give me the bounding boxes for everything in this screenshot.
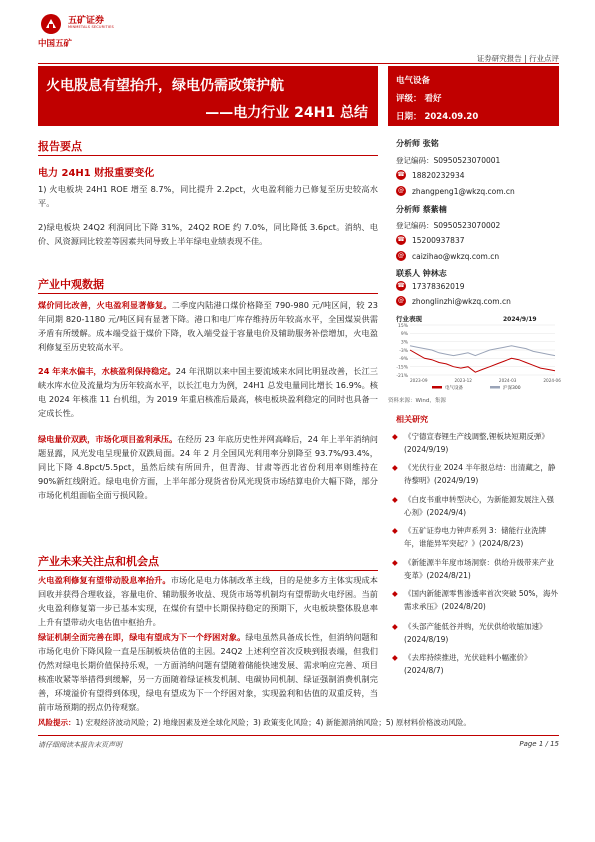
chart-x-tick-label: 2024-03 (498, 378, 517, 383)
rating-label: 评级： 看好 (396, 94, 442, 104)
bullet-icon: ◆ (392, 526, 398, 535)
brokerage-english-name: MINMETALS SECURITIES (68, 25, 114, 29)
section-heading-future: 产业未来关注点和机会点 (38, 555, 159, 568)
email-icon: @ (398, 187, 404, 194)
analyst-2-name: 分析师 蔡紫楠 (396, 205, 447, 214)
summary-point-1: 1) 火电板块 24H1 ROE 增至 8.7%，同比提升 2.2pct，火电盈利能力已修复至历史较高水平。 (38, 184, 378, 209)
section-divider (38, 155, 378, 156)
chart-x-tick-label: 2023-09 (410, 378, 428, 383)
email-icon: @ (398, 252, 404, 259)
rating-info-box (388, 66, 559, 126)
related-item[interactable]: ◆ 《五矿证券电力钟声系列 3：储能行业洗牌年，谁能异军突起？》(2024/8/23) (392, 526, 547, 549)
chart-legend-label: 沪深300 (503, 386, 521, 391)
related-item[interactable]: ◆ 《新能源半年度市场洞察：供给升级带来产业变革》(2024/8/21) (392, 558, 554, 581)
related-research-title: 相关研究 (396, 415, 428, 424)
chart-y-tick-label: 3% (400, 340, 408, 346)
chart-source: 资料来源：Wind，集源 (388, 398, 446, 404)
report-title: 火电股息有望抬升，绿电仍需政策护航 (46, 78, 284, 94)
chart-y-tick-label: 9% (400, 332, 408, 338)
analyst-1-name: 分析师 张铭 (396, 139, 439, 148)
future-paragraph-2: 绿证机制全面完善在即，绿电有望成为下一个纾困对象。绿电虽然具备成长性，但消纳问题和市场化电价下降风险一直是压制板块估值的主因。24Q2 上述利空首次反映到报表端，但我们仍然对绿电长期价值保持乐观，一方面消纳问题有望随着储能快速发展、需求响应完善、项目核准收紧等举措得到缓解，另一方面随着绿证核发机制、电碳协同机制、绿证强制消费机制完善，环境溢价有望得到体现，绿电有望成为下一个纾困对象，实现盈利和估值的双重反转，当前市场预期的拐点仍待观察。 (38, 632, 378, 713)
company-name: 中国五矿 (38, 39, 73, 49)
risk-warning: 风险提示：1) 宏观经济波动风险；2) 地缘因素及逆全球化风险；3) 政策变化风险；4) 新能源消纳风险；5) 原材料价格波动风险。 (38, 718, 471, 727)
industry-performance-chart (388, 313, 559, 393)
related-item[interactable]: ◆ 《光伏行业 2024 半年报总结：出清藏之，静待黎明》(2024/9/19) (392, 463, 556, 486)
footer-divider (38, 735, 559, 736)
industry-performance-chart-svg (388, 313, 559, 393)
date-label: 日期： 2024.09.20 (396, 112, 479, 122)
phone-icon: ☎ (397, 282, 405, 289)
section-divider (38, 293, 378, 294)
header-divider (38, 63, 559, 64)
analyst-2-email[interactable]: caizihao@wkzq.com.cn (412, 252, 500, 261)
bullet-icon: ◆ (392, 653, 398, 662)
brokerage-name: 五矿证券 (68, 16, 105, 26)
report-type: 证券研究报告 | 行业点评 (476, 54, 559, 63)
chart-legend-label: 电气设备 (445, 386, 463, 391)
chart-title: 行业表现 (396, 315, 422, 323)
related-item[interactable]: ◆ 《国内新能源零售渗透率首次突破 50%，海外需求承压》(2024/8/20) (392, 589, 559, 612)
chart-y-tick-label: -15% (396, 365, 408, 371)
bullet-icon: ◆ (392, 495, 398, 504)
chart-legend-swatch (490, 386, 500, 389)
bullet-icon: ◆ (392, 622, 398, 631)
industry-paragraph-2: 24 年来水偏丰，水核盈利保持稳定。24 年汛期以来中国主要流域来水同比明显改善，长江三峡水库水位及流量均为历年较高水平，以长江电力为例，24H1 总发电量同比增长 16.9%。核电 2024 年核准 11 台机组，为 2019 年重启核准后最高，核电板块盈利稳定的同时也具备一定成长性。 (38, 366, 378, 419)
bullet-icon: ◆ (392, 432, 398, 441)
chart-y-tick-label: -3% (399, 348, 408, 354)
industry-paragraph-3: 绿电量价双跌，市场化项目盈利承压。在经历 23 年底历史性并网高峰后，24 年上半年消纳问题显露，风光发电呈现量价双跌局面。24 年 2 月全国风光利用率分别降至 93.7%/93.4%，同比下降 4.8pct/5.5pct，虽然后续有所回升，但青海、甘肃等西北省份利用率则维持在 90%新红线附近。绿电电价方面，上半年部分现货省份风光现货市场结算电价大幅下降，部分市场化机组面临全面亏损风险。 (38, 434, 378, 501)
contact-phone: 17378362019 (412, 282, 465, 291)
chart-date: 2024/9/19 (503, 316, 537, 323)
industry-paragraph-1: 煤价同比改善，火电盈利显著修复。二季度内陆港口煤价格降至 790-980 元/吨区间，较 23 年同期 820-1180 元/吨区间有显著下降。港口和电厂库存维持历年较高水平，全国煤炭供需矛盾有所缓解。成本端受益于煤价下降，收入端受益于容量电价及辅助服务补偿增加，火电盈利修复至历史较高水平。 (38, 300, 378, 353)
page-number: Page 1 / 15 (519, 740, 559, 748)
chart-x-tick-label: 2024-06 (543, 378, 561, 383)
chart-y-tick-label: -9% (399, 357, 408, 363)
chart-y-tick-label: 15% (397, 323, 408, 329)
future-paragraph-1: 火电盈利修复有望带动股息率抬升。市场化是电力体制改革主线，目的是使多方主体实现成本回收并获得合理收益，容量电价、辅助服务收益、现货市场等机制均有望帮助火电纾困。当前火电盈利修复第一步已基本实现，在煤价有望中长期保持稳定的预期下，火电板块整体股息率上升有望带动火电估值中枢抬升。 (38, 575, 378, 628)
section-divider (38, 570, 378, 571)
related-item[interactable]: ◆ 《去库持续推进，光伏硅料小幅涨价》(2024/8/7) (392, 653, 532, 676)
chart-legend-swatch (432, 386, 442, 389)
email-icon: @ (398, 297, 404, 304)
sub-heading-financial-changes: 电力 24H1 财报重要变化 (38, 168, 155, 179)
bullet-icon: ◆ (392, 558, 398, 567)
section-heading-summary: 报告要点 (38, 140, 82, 153)
title-banner (38, 66, 378, 126)
chart-series-line (410, 346, 555, 356)
related-item[interactable]: ◆ 《宁德宣春锂生产线调整,锂板块短期反弹》(2024/9/19) (392, 432, 549, 455)
phone-icon: ☎ (397, 171, 405, 178)
analyst-1-cert: 登记编码：S0950523070001 (396, 156, 501, 165)
contact-name: 联系人 钟林志 (396, 269, 447, 278)
phone-icon: ☎ (397, 236, 405, 243)
footer-disclaimer[interactable]: 请仔细阅读本报告末页声明 (38, 741, 122, 749)
bullet-icon: ◆ (392, 589, 398, 598)
analyst-1-email[interactable]: zhangpeng1@wkzq.com.cn (412, 187, 515, 196)
industry-label: 电气设备 (396, 76, 431, 86)
report-subtitle: ——电力行业 24H1 总结 (205, 105, 368, 121)
chart-x-tick-label: 2023-12 (454, 378, 472, 383)
related-item[interactable]: ◆ 《白皮书重申转型决心，为新能源发展注入强心剂》(2024/9/4) (392, 495, 554, 518)
company-logo-icon (40, 13, 62, 35)
analyst-2-cert: 登记编码：S0950523070002 (396, 221, 501, 230)
summary-point-2: 2)绿电板块 24Q2 利润同比下降 31%，24Q2 ROE 约 7.0%，同比降低 3.6pct。消纳、电价、风资源同比较差等因素共同导致上半年绿电业绩表现不佳。 (38, 222, 378, 247)
analyst-1-phone: 18820232934 (412, 171, 465, 180)
section-heading-industry-data: 产业中观数据 (38, 278, 104, 291)
contact-email[interactable]: zhonglinzhi@wkzq.com.cn (412, 297, 511, 306)
bullet-icon: ◆ (392, 463, 398, 472)
chart-y-tick-label: -21% (396, 373, 408, 379)
related-item[interactable]: ◆ 《头部产能低谷并购，光伏供给收缩加速》(2024/8/19) (392, 622, 547, 645)
analyst-2-phone: 15200937837 (412, 236, 465, 245)
